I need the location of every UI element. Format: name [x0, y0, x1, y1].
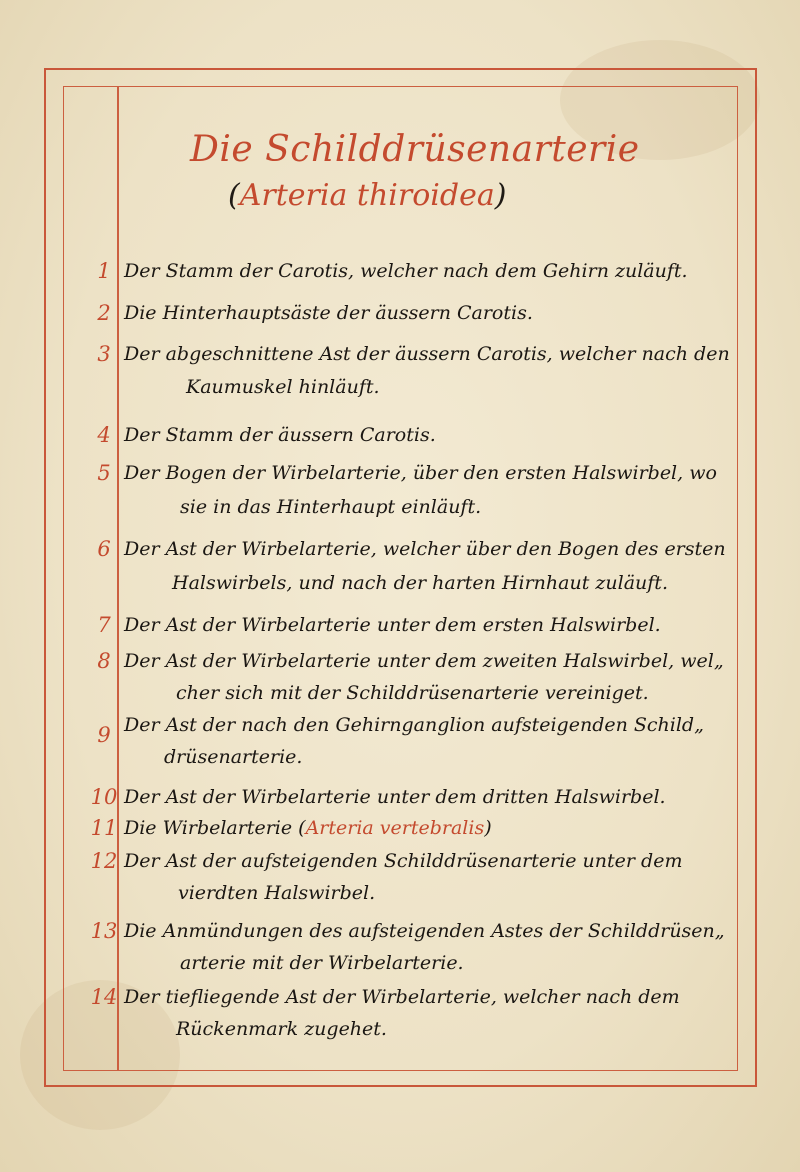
entry-text: Der abgeschnittene Ast der äussern Carotis, welcher nach den [124, 343, 730, 365]
subtitle-close-paren: ) [494, 178, 507, 213]
entry-text-continued: drüsenarterie. [164, 746, 303, 768]
entry-text: Der Ast der Wirbelarterie unter dem ersten Halswirbel. [124, 614, 661, 636]
entry-text [124, 815, 492, 841]
entry-text: Der tiefliegende Ast der Wirbelarterie, welcher nach dem [124, 986, 680, 1008]
entry-number: 8 [97, 649, 111, 673]
entry-number: 14 [90, 985, 118, 1009]
subtitle-latin-name: Arteria thiroidea [239, 178, 495, 213]
entry-text-continued: vierdten Halswirbel. [178, 882, 376, 904]
entry-text-prefix: Die Wirbelarterie ( [124, 817, 306, 839]
entry-text-continued: Halswirbels, und nach der harten Hirnhaut zuläuft. [172, 572, 668, 594]
entry-number: 10 [90, 785, 118, 809]
entry-number: 13 [90, 919, 118, 943]
entry-text: Die Anmündungen des aufsteigenden Astes der Schilddrüsen„ [124, 920, 725, 942]
entry-number: 9 [97, 723, 111, 747]
entry-text: Der Ast der Wirbelarterie unter dem dritten Halswirbel. [124, 786, 666, 808]
entry-number: 5 [97, 461, 111, 485]
entry-text: Der Ast der Wirbelarterie unter dem zweiten Halswirbel, wel„ [124, 650, 724, 672]
entry-text: Der Ast der nach den Gehirnganglion aufsteigenden Schild„ [124, 714, 704, 736]
entry-close-paren: ) [484, 817, 492, 839]
entry-number: 1 [97, 259, 111, 283]
entry-latin-name: Arteria vertebralis [305, 817, 485, 839]
entry-number: 3 [97, 342, 111, 366]
entry-number: 12 [90, 849, 118, 873]
entry-number: 11 [90, 816, 118, 840]
subtitle-open-paren: ( [228, 178, 240, 213]
entry-text-continued: cher sich mit der Schilddrüsenarterie vereiniget. [176, 682, 649, 704]
entry-text: Die Hinterhauptsäste der äussern Carotis. [124, 302, 533, 324]
entry-text: Der Stamm der äussern Carotis. [124, 424, 436, 446]
page-title: Die Schilddrüsenarterie [190, 129, 640, 170]
entry-text-continued: Kaumuskel hinläuft. [186, 376, 380, 398]
entry-number: 6 [97, 537, 111, 561]
entry-text: Der Ast der Wirbelarterie, welcher über den Bogen des ersten [124, 538, 726, 560]
entry-text: Der Bogen der Wirbelarterie, über den ersten Halswirbel, wo [124, 462, 717, 484]
entry-text-continued: sie in das Hinterhaupt einläuft. [180, 496, 482, 518]
entry-text-continued: arterie mit der Wirbelarterie. [180, 952, 464, 974]
entry-number: 4 [97, 423, 111, 447]
entry-text-continued: Rückenmark zugehet. [176, 1018, 387, 1040]
entry-text: Der Stamm der Carotis, welcher nach dem Gehirn zuläuft. [124, 260, 688, 282]
entry-text: Der Ast der aufsteigenden Schilddrüsenarterie unter dem [124, 850, 683, 872]
entry-number: 2 [97, 301, 111, 325]
entry-number: 7 [97, 613, 111, 637]
